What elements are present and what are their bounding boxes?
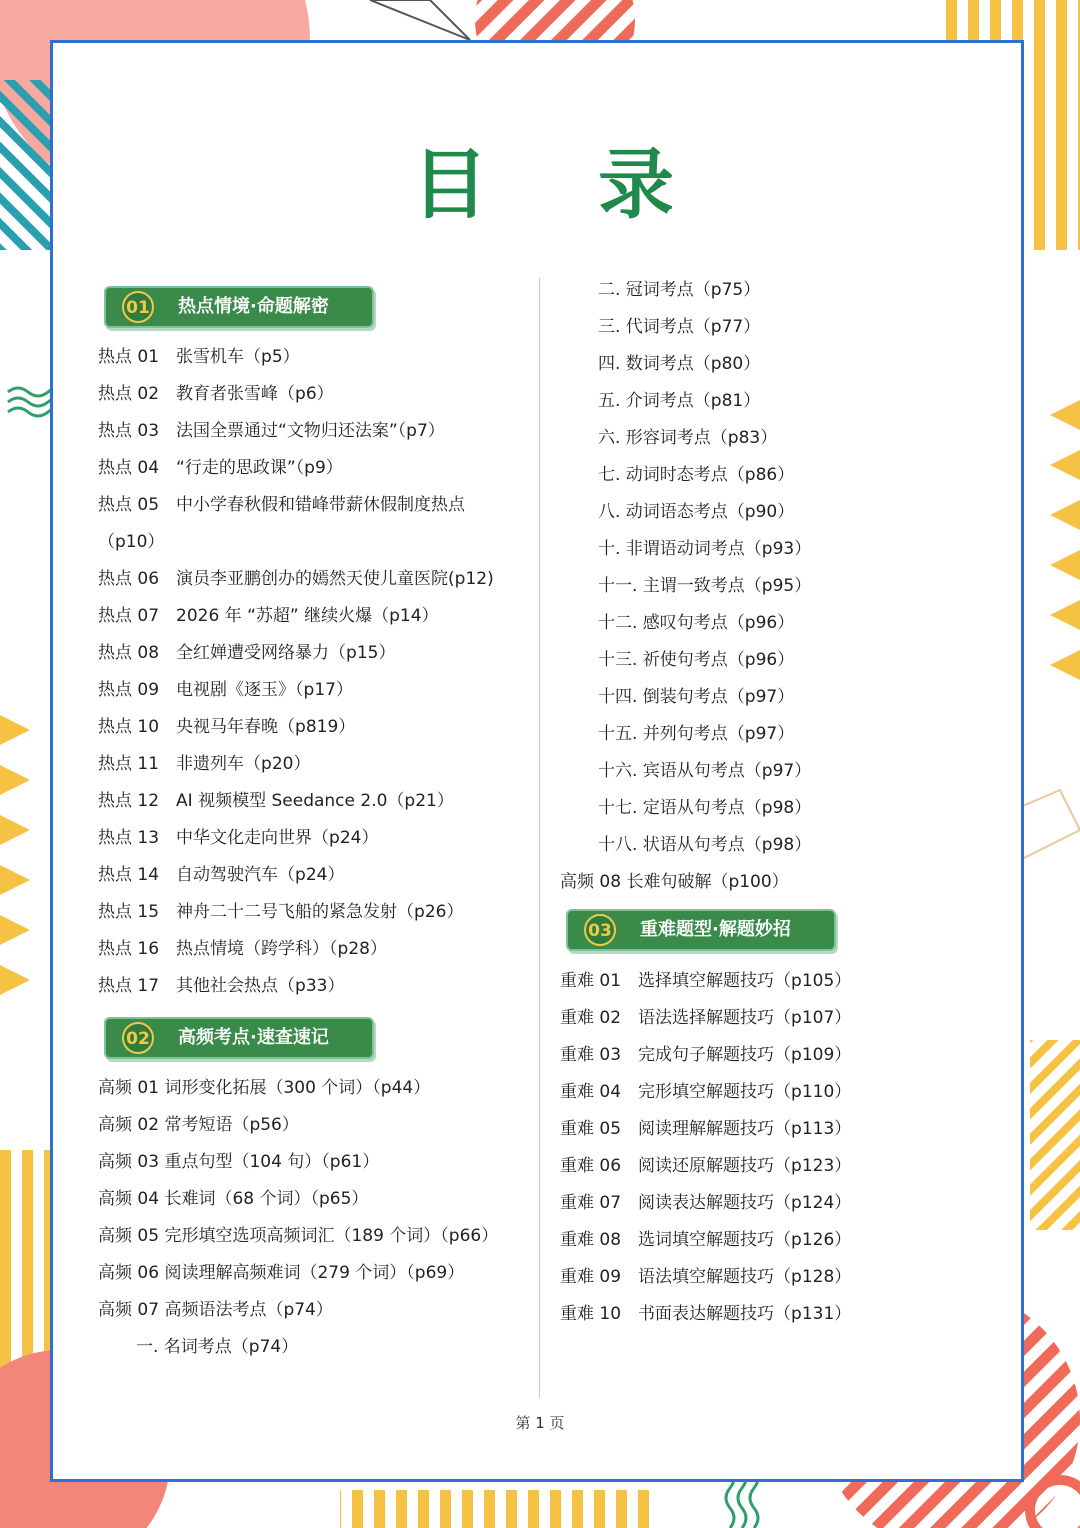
section-label: 高频考点·速查速记 (178, 1027, 329, 1048)
toc-entry-continuation: （p10） (98, 532, 165, 552)
left-column (98, 282, 538, 1366)
toc-subentry[interactable]: 十三. 祈使句考点（p96） (598, 650, 795, 670)
section-number: 03 (584, 914, 616, 946)
column-divider (539, 278, 540, 1398)
toc-entry[interactable]: 高频 02 常考短语（p56） (98, 1115, 299, 1135)
toc-entry[interactable]: 重难 08 选词填空解题技巧（p126） (560, 1230, 852, 1250)
toc-entry[interactable]: 高频 05 完形填空选项高频词汇（189 个词）（p66） (98, 1226, 499, 1246)
section-label: 重难题型·解题妙招 (640, 919, 791, 940)
toc-entry[interactable]: 热点 16 热点情境（跨学科）（p28） (98, 939, 387, 959)
toc-entry[interactable]: 热点 12 AI 视频模型 Seedance 2.0（p21） (98, 791, 454, 811)
toc-entry[interactable]: 重难 06 阅读还原解题技巧（p123） (560, 1156, 852, 1176)
toc-entry[interactable]: 热点 14 自动驾驶汽车（p24） (98, 865, 345, 885)
toc-entry[interactable]: 重难 03 完成句子解题技巧（p109） (560, 1045, 852, 1065)
toc-entry[interactable]: 热点 11 非遗列车（p20） (98, 754, 311, 774)
toc-subentry[interactable]: 十四. 倒装句考点（p97） (598, 687, 795, 707)
toc-entry[interactable]: 重难 09 语法填空解题技巧（p128） (560, 1267, 852, 1287)
toc-subentry[interactable]: 十八. 状语从句考点（p98） (598, 835, 812, 855)
toc-entry[interactable]: 高频 04 长难词（68 个词）（p65） (98, 1189, 369, 1209)
toc-entry[interactable]: 热点 09 电视剧《逐玉》（p17） (98, 680, 353, 700)
toc-entry[interactable]: 高频 08 长难句破解（p100） (560, 872, 789, 892)
toc-entry[interactable]: 热点 01 张雪机车（p5） (98, 347, 300, 367)
toc-entry[interactable]: 热点 10 央视马年春晚（p819） (98, 717, 356, 737)
toc-entry[interactable]: 高频 06 阅读理解高频难词（279 个词）（p69） (98, 1263, 465, 1283)
section-header-02 (98, 1013, 538, 1063)
toc-subentry[interactable]: 五. 介词考点（p81） (598, 391, 761, 411)
toc-subentry[interactable]: 一. 名词考点（p74） (136, 1337, 299, 1357)
section-number: 01 (122, 291, 154, 323)
section-header-03 (560, 905, 1010, 955)
toc-entry[interactable]: 高频 01 词形变化拓展（300 个词）（p44） (98, 1078, 431, 1098)
toc-entry[interactable]: 热点 05 中小学春秋假和错峰带薪休假制度热点 (98, 495, 466, 515)
section-number: 02 (122, 1022, 154, 1054)
toc-entry[interactable]: 重难 04 完形填空解题技巧（p110） (560, 1082, 852, 1102)
toc-entry[interactable]: 热点 02 教育者张雪峰（p6） (98, 384, 334, 404)
toc-entry[interactable]: 热点 03 法国全票通过“文物归还法案”（p7） (98, 421, 445, 441)
toc-entry[interactable]: 高频 07 高频语法考点（p74） (98, 1300, 333, 1320)
toc-subentry[interactable]: 十. 非谓语动词考点（p93） (598, 539, 812, 559)
toc-subentry[interactable]: 十七. 定语从句考点（p98） (598, 798, 812, 818)
toc-entry[interactable]: 热点 13 中华文化走向世界（p24） (98, 828, 379, 848)
page-title (0, 140, 1080, 230)
toc-subentry[interactable]: 十二. 感叹句考点（p96） (598, 613, 795, 633)
section-badge (104, 1017, 374, 1059)
toc-entry[interactable]: 重难 02 语法选择解题技巧（p107） (560, 1008, 852, 1028)
toc-subentry[interactable]: 十六. 宾语从句考点（p97） (598, 761, 812, 781)
toc-subentry[interactable]: 七. 动词时态考点（p86） (598, 465, 795, 485)
right-column (560, 272, 1010, 1333)
section-header-01 (98, 282, 538, 332)
page-number: 第 1 页 (515, 1414, 565, 1432)
toc-subentry[interactable]: 八. 动词语态考点（p90） (598, 502, 795, 522)
toc-entry[interactable]: 热点 04 “行走的思政课”（p9） (98, 458, 343, 478)
toc-entry[interactable]: 重难 05 阅读理解解题技巧（p113） (560, 1119, 852, 1139)
title-char-2: 录 (598, 140, 674, 229)
toc-subentry[interactable]: 二. 冠词考点（p75） (598, 280, 761, 300)
toc-entry[interactable]: 重难 10 书面表达解题技巧（p131） (560, 1304, 852, 1324)
toc-entry[interactable]: 热点 17 其他社会热点（p33） (98, 976, 345, 996)
toc-entry[interactable]: 高频 03 重点句型（104 句）（p61） (98, 1152, 380, 1172)
toc-subentry[interactable]: 三. 代词考点（p77） (598, 317, 761, 337)
toc-subentry[interactable]: 六. 形容词考点（p83） (598, 428, 778, 448)
title-char-1: 目 (412, 140, 488, 229)
toc-entry[interactable]: 热点 06 演员李亚鹏创办的嫣然天使儿童医院(p12) (98, 569, 494, 589)
toc-entry[interactable]: 热点 15 神舟二十二号飞船的紧急发射（p26） (98, 902, 464, 922)
toc-entry[interactable]: 热点 08 全红婵遭受网络暴力（p15） (98, 643, 396, 663)
toc-subentry[interactable]: 四. 数词考点（p80） (598, 354, 761, 374)
section-label: 热点情境·命题解密 (178, 296, 329, 317)
grammar-list (560, 272, 1010, 864)
section-badge (566, 909, 836, 951)
toc-subentry[interactable]: 十一. 主谓一致考点（p95） (598, 576, 812, 596)
section-badge (104, 286, 374, 328)
toc-entry[interactable]: 热点 07 2026 年 “苏超” 继续火爆（p14） (98, 606, 439, 626)
toc-subentry[interactable]: 十五. 并列句考点（p97） (598, 724, 795, 744)
toc-entry[interactable]: 重难 01 选择填空解题技巧（p105） (560, 971, 852, 991)
toc-entry[interactable]: 重难 07 阅读表达解题技巧（p124） (560, 1193, 852, 1213)
